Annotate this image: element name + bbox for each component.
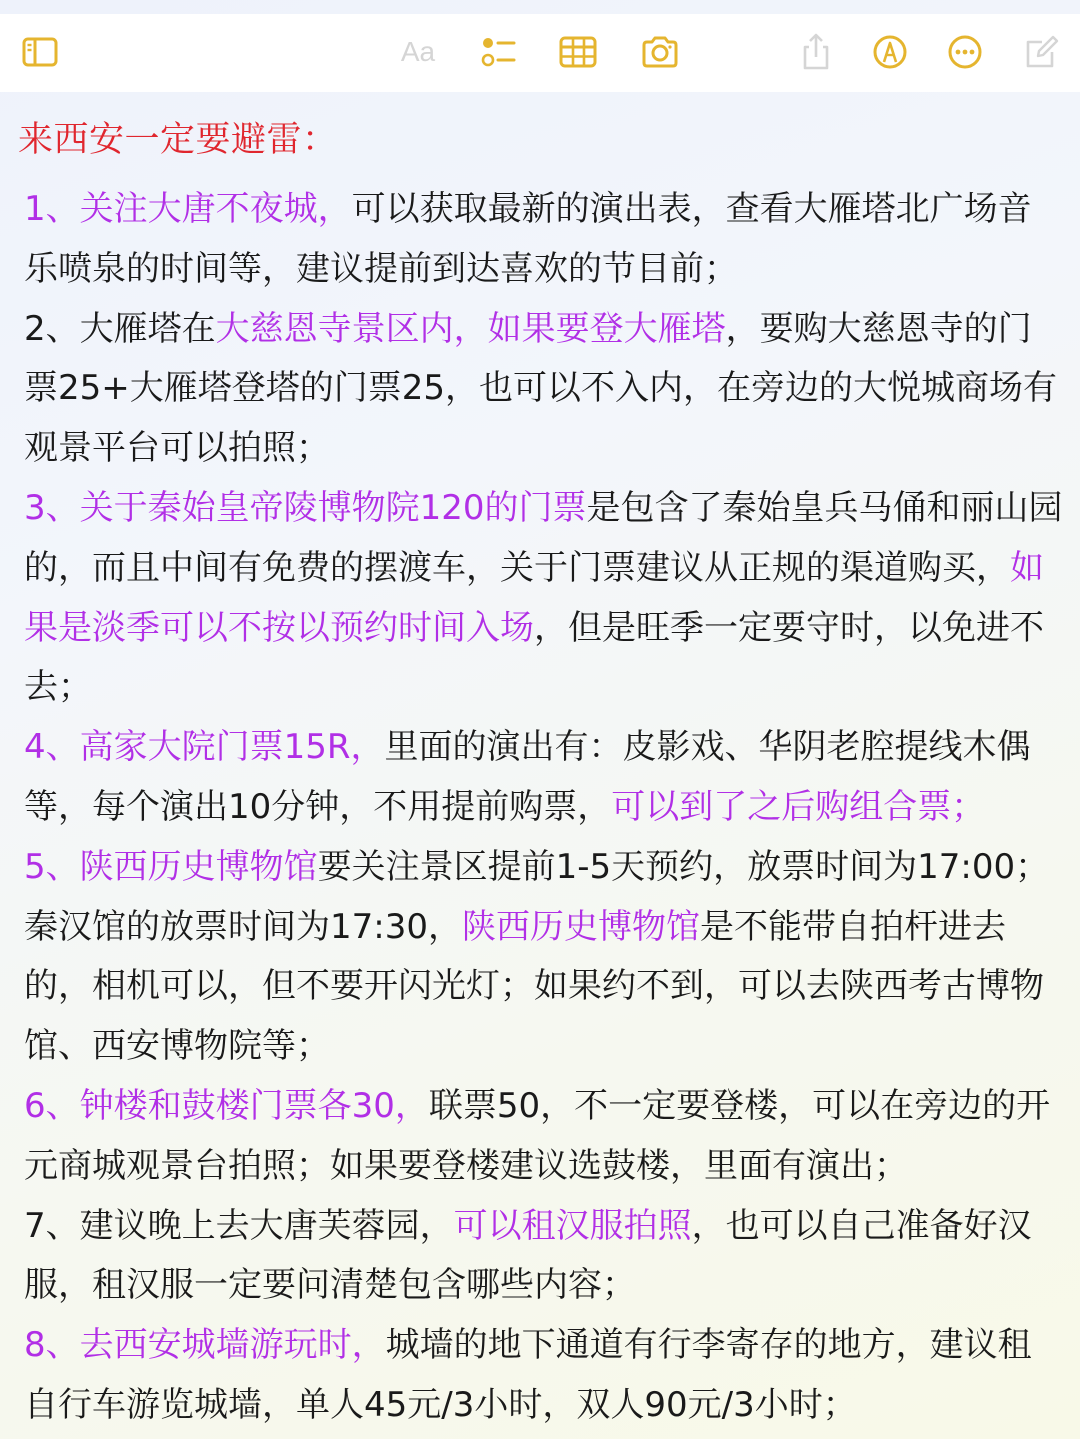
item-highlight: 3、关于秦始皇帝陵博物院120的门票: [24, 488, 587, 528]
item-highlight: 可以到了之后购组合票；: [611, 786, 986, 827]
compose-icon: [1022, 32, 1062, 72]
item-highlight: 陕西历史博物馆: [461, 906, 700, 947]
list-item: [24, 1197, 1064, 1317]
notes-toolbar: [0, 14, 1080, 92]
checklist-button[interactable]: [476, 30, 520, 74]
camera-button[interactable]: [638, 30, 682, 74]
table-button[interactable]: [556, 30, 600, 74]
item-highlight: 大慈恩寺景区内，如果要登大雁塔: [215, 308, 726, 349]
item-text: 要关注景区提前1-5天预约，放票时间为17:00；秦汉馆的放票时间为17:30，: [24, 846, 1050, 947]
table-icon: [558, 32, 598, 72]
camera-icon: [640, 32, 680, 72]
item-text: ，要购大慈恩寺的门票25+大雁塔登塔的门票25，也可以不入内，在旁边的大悦城商场有观景平台可以拍照；: [24, 308, 1058, 469]
item-highlight: 1、关注大唐不夜城，: [24, 189, 352, 229]
format-text-button[interactable]: [396, 30, 440, 74]
item-highlight: 5、陕西历史博物馆: [24, 846, 318, 887]
markup-pen-icon: [870, 32, 910, 72]
item-highlight: 如果是淡季可以不按以预约时间入场: [24, 547, 1044, 648]
note-heading: 来西安一定要避雷：: [18, 120, 338, 160]
item-text: 里面的演出有：皮影戏、华阴老腔提线木偶等，每个演出10分钟，不用提前购票，: [24, 727, 1031, 827]
format-text-label: Aa: [400, 36, 436, 67]
item-text: 是包含了秦始皇兵马俑和丽山园的，而且中间有免费的摆渡车，关于门票建议从正规的渠道购买，: [24, 488, 1063, 588]
list-item: [24, 838, 1064, 1077]
list-item: [24, 1316, 1064, 1436]
new-note-button[interactable]: [1020, 30, 1064, 74]
item-highlight: 可以租汉服拍照: [453, 1205, 692, 1246]
item-text: 城墙的地下通道有行李寄存的地方，建议租自行车游览城墙，单人45元/3小时，双人90元/3小时；: [24, 1325, 1032, 1425]
ellipsis-circle-icon: [945, 32, 985, 72]
item-text: 2、大雁塔在: [24, 308, 216, 349]
list-item: [24, 300, 1064, 479]
list-item: [24, 180, 1064, 300]
share-icon: [796, 32, 836, 72]
sidebar-toggle-button[interactable]: [18, 30, 62, 74]
item-highlight: 8、去西安城墙游玩时，: [24, 1325, 386, 1366]
item-text: 7、建议晚上去大唐芙蓉园，: [24, 1205, 454, 1246]
checklist-icon: [478, 32, 518, 72]
item-highlight: 6、钟楼和鼓楼门票各30，: [24, 1086, 429, 1126]
item-text: ，但是旺季一定要守时，以免进不去；: [24, 607, 1044, 708]
list-item: [24, 479, 1064, 718]
list-item: [24, 718, 1064, 838]
list-item: [24, 1077, 1064, 1197]
item-highlight: 4、高家大院门票15R，: [24, 727, 385, 768]
item-text: ，也可以自己准备好汉服，租汉服一定要问清楚包含哪些内容；: [24, 1205, 1032, 1306]
item-text: 可以获取最新的演出表，查看大雁塔北广场音乐喷泉的时间等，建议提前到达喜欢的节目前；: [24, 189, 1032, 289]
markup-button[interactable]: [868, 30, 912, 74]
more-options-button[interactable]: [943, 30, 987, 74]
share-button[interactable]: [794, 30, 838, 74]
item-text: 是不能带自拍杆进去的，相机可以，但不要开闪光灯；如果约不到，可以去陕西考古博物馆、西安博物院等；: [24, 906, 1044, 1067]
sidebar-icon: [20, 32, 60, 72]
item-text: 联票50，不一定要登楼，可以在旁边的开元商城观景台拍照；如果要登楼建议选鼓楼，里面有演出；: [24, 1086, 1051, 1186]
